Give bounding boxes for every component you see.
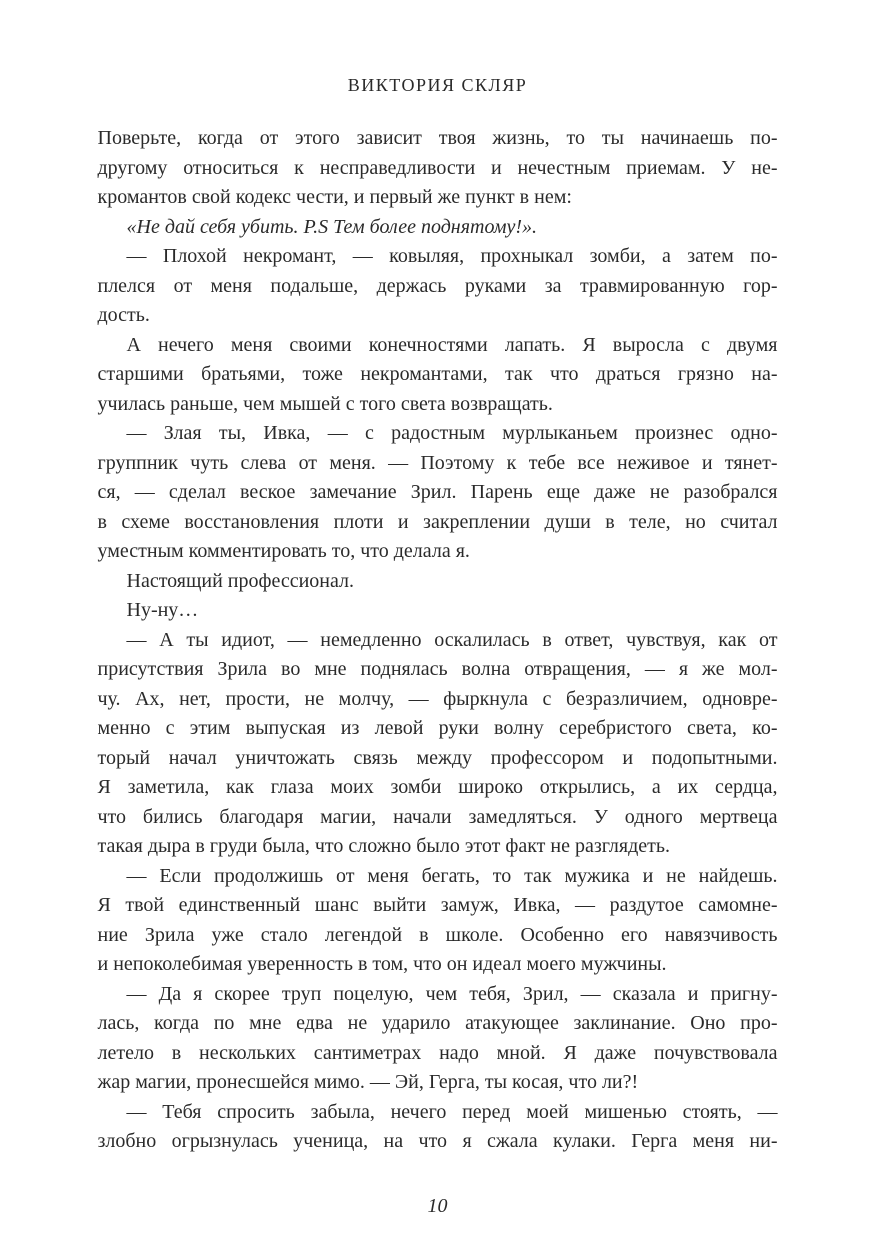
text-line: Поверьте, когда от этого зависит твоя жизнь, то ты начинаешь по-: [97, 127, 778, 149]
text-line: — Если продолжишь от меня бегать, то так мужика и не найдешь.: [126, 864, 778, 887]
text-line: «Не дай себя убить. P.S Тем более поднятому!».: [126, 215, 538, 238]
text-line: группник чуть слева от меня. — Поэтому к тебе все неживое и тянет-: [97, 451, 778, 474]
text-line: Ну-ну…: [126, 599, 199, 621]
text-line: присутствия Зрила во мне поднялась волна отвращения, — я же мол-: [97, 658, 778, 680]
paragraph: [98, 242, 778, 331]
paragraph: [98, 419, 778, 567]
text-line: чу. Ах, нет, прости, не молчу, — фыркнула с безразличием, одновре-: [97, 687, 778, 710]
text-line: училась раньше, чем мышей с того света возвращать.: [97, 392, 553, 415]
text-line: Настоящий профессионал.: [126, 569, 355, 592]
text-line: и непоколебимая уверенность в том, что он идеал моего мужчины.: [97, 953, 667, 975]
text-line: — Тебя спросить забыла, нечего перед моей мишенью стоять, —: [126, 1100, 778, 1123]
paragraph: [98, 626, 778, 862]
text-line: летело в нескольких сантиметрах надо мной. Я даже почувствовала: [97, 1041, 778, 1064]
text-line: торый начал уничтожать связь между профессором и подопытными.: [97, 746, 778, 769]
body-text: [98, 124, 778, 1157]
text-line: старшими братьями, тоже некромантами, так что драться грязно на-: [97, 363, 778, 385]
paragraph: [98, 331, 778, 420]
text-line: ся, — сделал веское замечание Зрил. Парень еще даже не разобрался: [97, 481, 778, 503]
text-line: Я заметила, как глаза моих зомби широко открылись, а их сердца,: [97, 776, 778, 798]
text-line: кромантов свой кодекс чести, и первый же пункт в нем:: [97, 186, 572, 208]
text-line: — Плохой некромант, — ковыляя, прохныкал зомби, а затем по-: [126, 245, 778, 267]
text-line: в схеме восстановления плоти и закреплении души в теле, но считал: [97, 510, 778, 533]
text-line: А нечего меня своими конечностями лапать. Я выросла с двумя: [126, 333, 778, 356]
text-line: злобно огрызнулась ученица, на что я сжала кулаки. Герга меня ни-: [97, 1130, 778, 1152]
text-line: — А ты идиот, — немедленно оскалилась в ответ, чувствуя, как от: [126, 628, 778, 651]
text-line: — Злая ты, Ивка, — с радостным мурлыканьем произнес одно-: [126, 422, 778, 444]
text-line: ние Зрила уже стало легендой в школе. Особенно его навязчивость: [97, 923, 778, 946]
paragraph: [98, 1098, 778, 1157]
page-number: 10: [427, 1194, 448, 1217]
text-line: плелся от меня подальше, держась руками за травмированную гор-: [97, 274, 778, 297]
paragraph: [98, 124, 778, 213]
paragraph: [98, 213, 778, 243]
text-line: жар магии, пронесшейся мимо. — Эй, Герга, ты косая, что ли?!: [97, 1071, 639, 1093]
paragraph: [98, 862, 778, 980]
text-line: Я твой единственный шанс выйти замуж, Ивка, — раздутое самомне-: [97, 894, 778, 916]
paragraph: [98, 567, 778, 597]
text-line: такая дыра в груди была, что сложно было этот факт не разглядеть.: [97, 835, 671, 857]
text-line: другому относиться к несправедливости и нечестным приемам. У не-: [97, 156, 778, 179]
text-line: менно с этим выпуская из левой руки волну серебристого света, ко-: [97, 717, 778, 739]
text-line: лась, когда по мне едва не ударило атакующее заклинание. Оно про-: [97, 1012, 778, 1034]
text-line: что бились благодаря магии, начали замедляться. У одного мертвеца: [97, 805, 778, 828]
text-line: дость.: [97, 304, 150, 326]
text-line: уместным комментировать то, что делала я.: [97, 540, 470, 562]
paragraph: [98, 596, 778, 626]
running-header: ВИКТОРИЯ СКЛЯР: [347, 75, 528, 95]
paragraph: [98, 980, 778, 1098]
text-line: — Да я скорее труп поцелую, чем тебя, Зрил, — сказала и пригну-: [126, 982, 778, 1005]
